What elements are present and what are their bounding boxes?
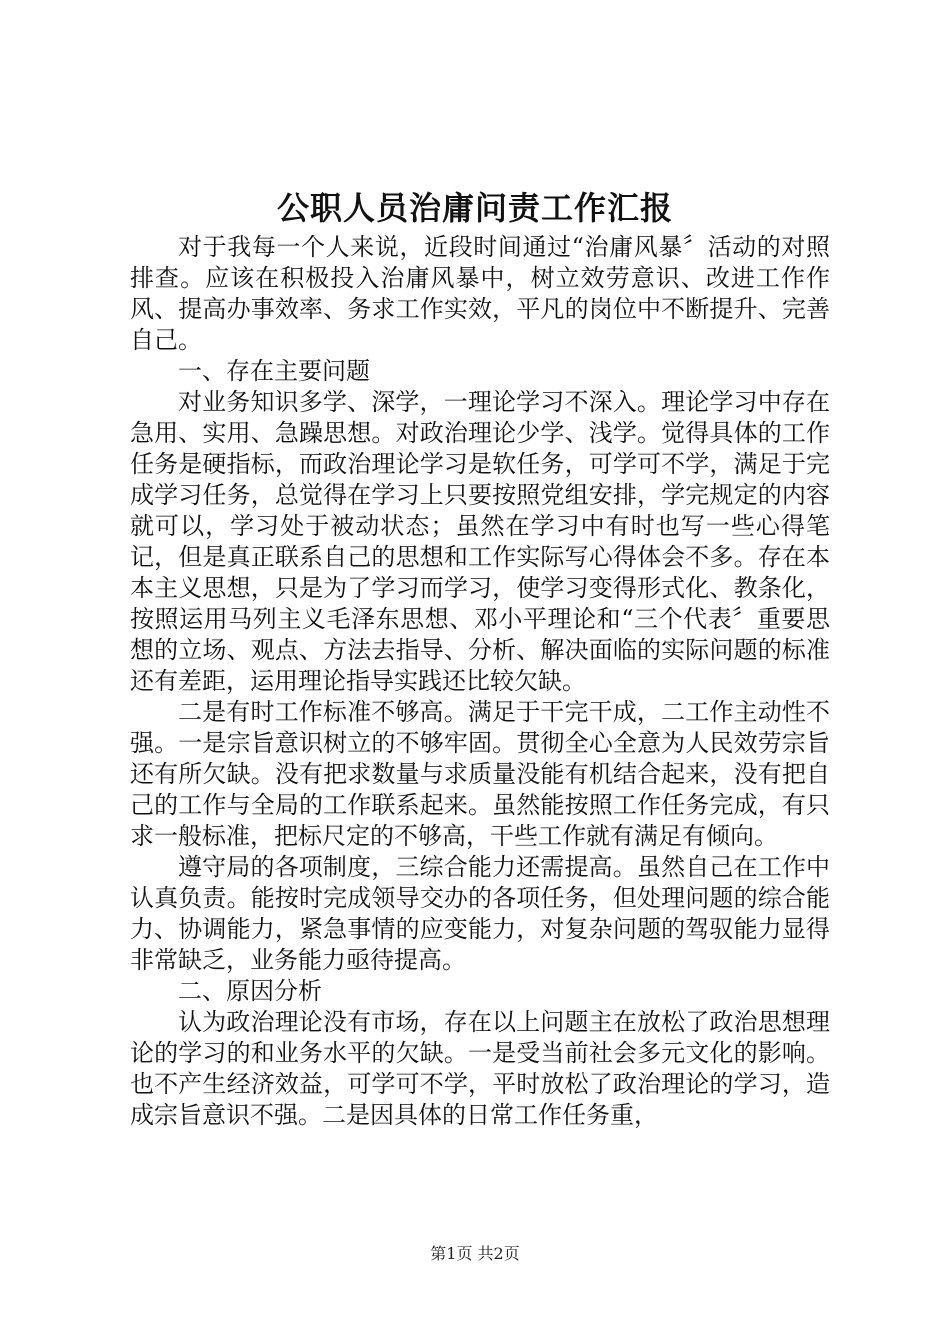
paragraph-work-standard: 二是有时工作标准不够高。满足于干完干成，二工作主动性不强。一是宗旨意识树立的不够牢固。贯彻全心全意为人民效劳宗旨还有所欠缺。没有把求数量与求质量没能有机结合起来，没有把自己的工作与全局的工作联系起来。虽然能按照工作任务完成，有只求一般标准，把标尺定的不够高，干些工作就有满足有倾向。 [130,698,830,850]
document-body [130,232,830,1131]
paragraph-cause-analysis: 认为政治理论没有市场，存在以上问题主在放松了政治思想理论的学习的和业务水平的欠缺。一是受当前社会多元文化的影响。也不产生经济效益，可学可不学，平时放松了政治理论的学习，造成宗旨意识不强。二是因具体的日常工作任务重， [130,1008,830,1129]
section-heading-causes: 二、原因分析 [178,977,322,1005]
paragraph-ability: 遵守局的各项制度，三综合能力还需提高。虽然自己在工作中认真负责。能按时完成领导交办的各项任务，但处理问题的综合能力、协调能力，紧急事情的应变能力，对复杂问题的驾驭能力显得非常缺乏，业务能力亟待提高。 [130,853,830,974]
paragraph-intro: 对于我每一个人来说，近段时间通过“治庸风暴〞活动的对照排查。应该在积极投入治庸风暴中，树立效劳意识、改进工作作风、提高办事效率、务求工作实效，平凡的岗位中不断提升、完善自己。 [130,233,830,354]
document-title: 公职人员治庸问责工作汇报 [276,189,673,227]
page-number-footer: 第1页 共2页 [430,1244,520,1263]
paragraph-theory-study: 对业务知识多学、深学，一理论学习不深入。理论学习中存在急用、实用、急躁思想。对政治理论少学、浅学。觉得具体的工作任务是硬指标，而政治理论学习是软任务，可学可不学，满足于完成学习任务，总觉得在学习上只要按照党组安排，学完规定的内容就可以，学习处于被动状态；虽然在学习中有时也写一些心得笔记，但是真正联系自己的思想和工作实际写心得体会不多。存在本本主义思想，只是为了学习而学习，使学习变得形式化、教条化，按照运用马列主义毛泽东思想、邓小平理论和“三个代表〞重要思想的立场、观点、方法去指导、分析、解决面临的实际问题的标准还有差距，运用理论指导实践还比较欠缺。 [130,388,830,695]
section-heading-problems: 一、存在主要问题 [178,357,370,385]
